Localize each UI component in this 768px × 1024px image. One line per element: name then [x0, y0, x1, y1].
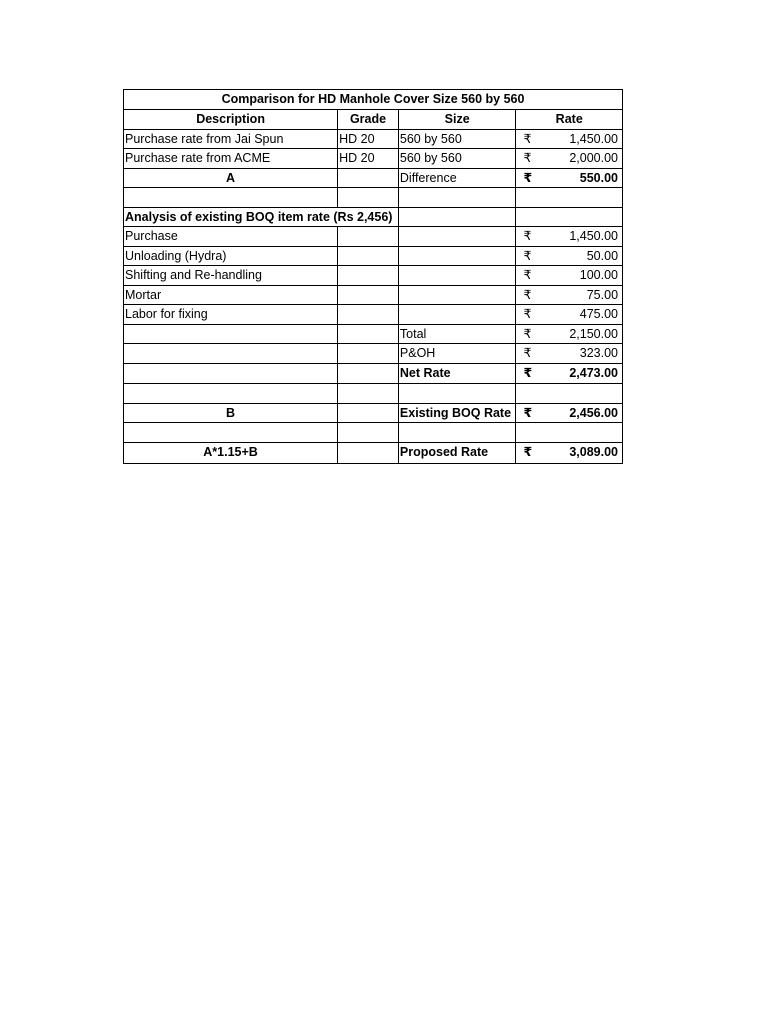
blank-cell — [516, 384, 622, 403]
rupee-icon: ₹ — [523, 131, 532, 146]
total-amount: 2,150.00 — [569, 326, 619, 341]
blank-cell — [338, 404, 399, 423]
blank-cell — [516, 423, 622, 442]
row-grade: HD 20 — [338, 149, 399, 168]
blank-cell — [124, 384, 338, 403]
row-grade-empty — [338, 169, 399, 188]
row-description: Purchase rate from ACME — [124, 149, 338, 168]
blank-cell — [399, 384, 517, 403]
blank-cell — [399, 188, 517, 207]
table-row — [124, 286, 622, 306]
rupee-icon: ₹ — [523, 151, 532, 165]
blank-cell — [338, 423, 399, 442]
header-size: Size — [399, 110, 517, 129]
header-row — [124, 110, 622, 130]
row-rate — [516, 227, 622, 246]
existing-boq-amount: 2,456.00 — [569, 405, 619, 420]
proposed-rate-label: Proposed Rate — [399, 443, 517, 464]
rupee-icon: ₹ — [523, 229, 532, 243]
table-row — [124, 266, 622, 286]
table-title: Comparison for HD Manhole Cover Size 560 by 560 — [221, 92, 525, 106]
row-rate — [516, 286, 622, 305]
blank-cell — [338, 247, 399, 266]
blank-row — [124, 423, 622, 443]
net-rate-amount: 2,473.00 — [569, 365, 619, 380]
rupee-icon: ₹ — [523, 346, 532, 360]
row-rate — [516, 149, 622, 168]
difference-row — [124, 169, 622, 189]
total-row — [124, 325, 622, 345]
blank-cell — [516, 208, 622, 227]
blank-cell — [338, 384, 399, 403]
table-row — [124, 247, 622, 267]
poh-amount: 323.00 — [579, 346, 619, 360]
blank-cell — [124, 344, 338, 363]
rupee-icon: ₹ — [523, 326, 532, 341]
blank-cell — [338, 286, 399, 305]
analysis-heading-row — [124, 208, 622, 228]
difference-amount: 550.00 — [579, 170, 619, 185]
row-amount: 1,450.00 — [569, 229, 619, 243]
blank-cell — [124, 325, 338, 344]
table-row — [124, 130, 622, 150]
row-label-a: A — [124, 169, 338, 188]
rupee-icon: ₹ — [523, 307, 532, 321]
blank-cell — [124, 423, 338, 442]
row-size: 560 by 560 — [399, 130, 517, 149]
blank-cell — [338, 364, 399, 384]
table-title-row — [124, 90, 622, 110]
table-row — [124, 149, 622, 169]
row-amount: 2,000.00 — [569, 151, 619, 165]
row-description: Labor for fixing — [124, 305, 338, 324]
rupee-icon: ₹ — [523, 170, 533, 185]
row-description: Shifting and Re-handling — [124, 266, 338, 285]
rupee-icon: ₹ — [523, 248, 532, 263]
row-rate — [516, 247, 622, 266]
row-rate — [516, 130, 622, 149]
table-row — [124, 305, 622, 325]
blank-row — [124, 188, 622, 208]
blank-cell — [399, 247, 517, 266]
blank-cell — [338, 305, 399, 324]
blank-cell — [399, 227, 517, 246]
blank-cell — [399, 305, 517, 324]
row-rate — [516, 325, 622, 344]
poh-row — [124, 344, 622, 364]
row-rate — [516, 364, 622, 384]
existing-boq-row — [124, 404, 622, 424]
row-size: 560 by 560 — [399, 149, 517, 168]
blank-cell — [338, 227, 399, 246]
row-amount: 50.00 — [586, 248, 619, 263]
header-rate — [516, 110, 622, 129]
row-description: Unloading (Hydra) — [124, 247, 338, 266]
poh-label: P&OH — [399, 344, 517, 363]
rupee-icon: ₹ — [523, 444, 533, 459]
comparison-table — [123, 89, 623, 464]
header-description: Description — [124, 110, 338, 129]
existing-boq-label: Existing BOQ Rate — [399, 404, 517, 423]
row-label-b: B — [124, 404, 338, 423]
row-rate — [516, 404, 622, 423]
row-amount: 100.00 — [579, 268, 619, 282]
row-description: Mortar — [124, 286, 338, 305]
analysis-heading: Analysis of existing BOQ item rate (Rs 2,456) — [124, 208, 399, 227]
row-size: Difference — [399, 169, 517, 188]
row-description: Purchase rate from Jai Spun — [124, 130, 338, 149]
blank-cell — [124, 364, 338, 384]
blank-cell — [516, 188, 622, 207]
row-amount: 75.00 — [586, 287, 619, 302]
row-label-formula: A*1.15+B — [124, 443, 338, 464]
header-rate-label: Rate — [555, 112, 583, 126]
blank-cell — [338, 344, 399, 363]
row-rate — [516, 266, 622, 285]
row-amount: 1,450.00 — [569, 131, 619, 146]
proposed-rate-row — [124, 443, 622, 464]
row-rate — [516, 344, 622, 363]
row-description: Purchase — [124, 227, 338, 246]
table-row — [124, 227, 622, 247]
net-rate-label: Net Rate — [399, 364, 517, 384]
blank-cell — [399, 423, 517, 442]
blank-cell — [124, 188, 338, 207]
row-rate — [516, 169, 622, 188]
rupee-icon: ₹ — [523, 268, 532, 282]
blank-cell — [399, 208, 517, 227]
row-grade: HD 20 — [338, 130, 399, 149]
row-amount: 475.00 — [579, 307, 619, 321]
blank-cell — [399, 266, 517, 285]
row-rate — [516, 443, 622, 464]
proposed-rate-amount: 3,089.00 — [569, 444, 619, 459]
row-rate — [516, 305, 622, 324]
rupee-icon: ₹ — [523, 405, 533, 420]
header-grade: Grade — [338, 110, 399, 129]
rupee-icon: ₹ — [523, 287, 532, 302]
blank-cell — [338, 443, 399, 464]
total-label: Total — [399, 325, 517, 344]
blank-row — [124, 384, 622, 404]
blank-cell — [338, 188, 399, 207]
blank-cell — [338, 325, 399, 344]
blank-cell — [338, 266, 399, 285]
rupee-icon: ₹ — [523, 365, 533, 380]
blank-cell — [399, 286, 517, 305]
net-rate-row — [124, 364, 622, 385]
